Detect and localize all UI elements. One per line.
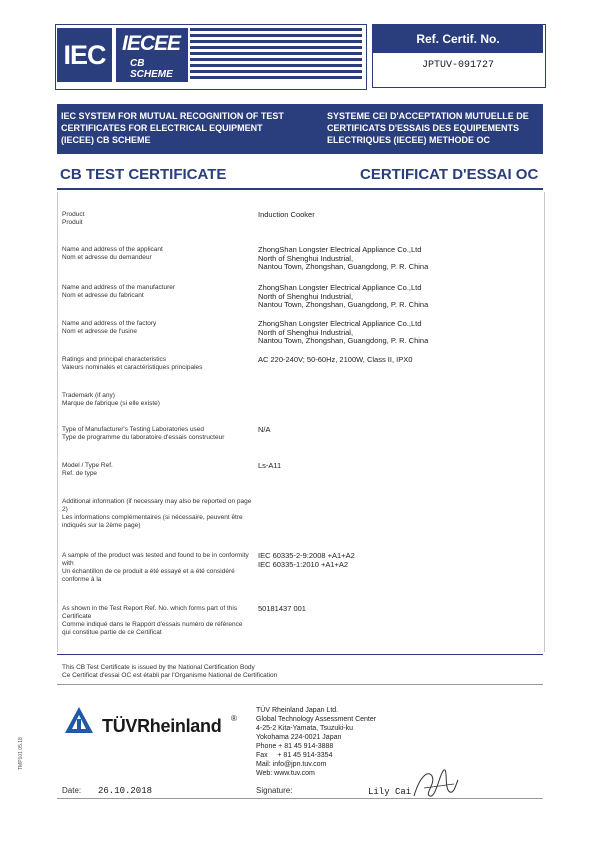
field-label-english: A sample of the product was tested and found to be in conformity with	[62, 552, 249, 567]
field-label-french: Nom et adresse du fabricant	[62, 292, 144, 299]
field-label	[62, 211, 252, 227]
field-label-english: Product	[62, 211, 85, 218]
field-label-french: Comme indiqué dans le Rapport d'essais numéro de référence qui constitue partie de ce Certificat	[62, 621, 243, 636]
field-value-line: Ls-A11	[258, 461, 282, 470]
field-label-french: Type de programme du laboratoire d'essais constructeur	[62, 434, 225, 441]
field-label-french: Les informations complémentaires (si nécessaire, peuvent être indiqués sur la 2ème page)	[62, 514, 243, 529]
issuer-note-french: Ce Certificat d'essai OC est établi par l'Organisme National de Certification	[62, 672, 278, 679]
field-label-french: Valeurs nominales et caractéristiques principales	[62, 364, 203, 371]
date-value: 26.10.2018	[98, 786, 153, 796]
field-label	[62, 605, 252, 637]
field-label-french: Nom et adresse de l'usine	[62, 328, 137, 335]
field-value	[258, 284, 538, 310]
field-label-french: Marque de fabrique (si elle existe)	[62, 400, 160, 407]
issuer-web: Web: www.tuv.com	[256, 770, 315, 777]
field-label-french: Nom et adresse du demandeur	[62, 254, 152, 261]
field-value-line: 50181437 001	[258, 604, 306, 613]
field-value	[258, 320, 538, 346]
field-label-english: As shown in the Test Report Ref. No. which forms part of this Certificate	[62, 605, 238, 620]
field-value	[258, 605, 538, 614]
field-label-english: Name and address of the manufacturer	[62, 284, 176, 291]
field-value	[258, 211, 538, 220]
field-label	[62, 356, 252, 372]
tuv-triangle-icon	[64, 706, 94, 734]
date-label: Date:	[62, 786, 82, 795]
iecee-scheme-text: SCHEME	[130, 69, 173, 80]
iec-logo: IEC	[57, 28, 112, 82]
band-french: SYSTEME CEI D'ACCEPTATION MUTUELLE DE CERTIFICATS D'ESSAIS DES EQUIPEMENTS ELECTRIQUES (IECEE) METHODE OC	[327, 111, 529, 145]
field-label-french: Produit	[62, 219, 83, 226]
field-label-french: Un échantillon de ce produit a été essayé et a été considéré conforme à la	[62, 568, 235, 583]
field-value	[258, 426, 538, 435]
field-value	[258, 246, 538, 272]
field-label	[62, 392, 252, 408]
field-value-line: AC 220-240V; 50-60Hz, 2100W, Class II, IPX0	[258, 355, 413, 364]
title-divider	[57, 188, 543, 190]
field-value	[258, 356, 538, 365]
issuer-phone: Phone + 81 45 914-3888	[256, 743, 334, 750]
registered-icon: ®	[231, 714, 237, 723]
field-value-line: IEC 60335-1:2010 +A1+A2	[258, 559, 349, 569]
field-value-line: North of Shenghui Industrial,	[258, 253, 354, 263]
field-value-line: ZhongShan Longster Electrical Appliance Co.,Ltd	[258, 283, 422, 292]
system-band	[57, 104, 543, 154]
field-value-line: N/A	[258, 425, 271, 434]
title-french: CERTIFICAT D'ESSAI OC	[360, 166, 539, 183]
field-label-english: Model / Type Ref.	[62, 462, 113, 469]
issuer-addr2: Yokohama 224-0021 Japan	[256, 734, 342, 741]
field-value	[258, 462, 538, 471]
field-value-line: Nantou Town, Zhongshan, Guangdong, P. R. China	[258, 262, 429, 271]
issuer-addr1: 4-25-2 Kita-Yamata, Tsuzuki-ku	[256, 725, 354, 732]
field-label	[62, 320, 252, 336]
title-english: CB TEST CERTIFICATE	[60, 166, 227, 183]
bottom-divider	[57, 798, 543, 799]
iecee-logo-text: IECEE	[122, 32, 181, 55]
field-label-english: Ratings and principal characteristics	[62, 356, 167, 363]
issuer-name: TÜV Rheinland Japan Ltd.	[256, 707, 339, 714]
note-divider	[57, 684, 543, 685]
field-value-line: ZhongShan Longster Electrical Appliance Co.,Ltd	[258, 319, 422, 328]
issuer-note	[62, 664, 277, 680]
field-label	[62, 246, 252, 262]
field-value-line: Induction Cooker	[258, 210, 315, 219]
issuer-note-english: This CB Test Certificate is issued by the National Certification Body	[62, 664, 255, 671]
field-label-english: Additional information (if necessary may also be reported on page 2)	[62, 498, 252, 513]
header-stripes	[190, 28, 362, 82]
field-label	[62, 498, 252, 530]
field-label-french: Ref. de type	[62, 470, 98, 477]
tuv-logo-text: TÜVRheinland	[102, 716, 222, 736]
signature-scribble	[410, 766, 460, 802]
field-value	[258, 552, 538, 569]
issuer-address	[256, 706, 376, 778]
field-label	[62, 426, 252, 442]
iecee-logo	[116, 28, 188, 82]
field-value-line: North of Shenghui Industrial,	[258, 291, 354, 301]
field-value-line: ZhongShan Longster Electrical Appliance Co.,Ltd	[258, 245, 422, 254]
ref-value: JPTUV-091727	[421, 60, 494, 71]
field-label-english: Trademark (if any)	[62, 392, 115, 399]
signature-label: Signature:	[256, 786, 293, 795]
field-value-line: Nantou Town, Zhongshan, Guangdong, P. R. China	[258, 300, 429, 309]
side-code: TMP101 05.18	[18, 737, 24, 770]
field-value-line: Nantou Town, Zhongshan, Guangdong, P. R. China	[258, 336, 429, 345]
field-label	[62, 284, 252, 300]
issuer-dept: Global Technology Assessment Center	[256, 716, 377, 723]
issuer-mail: Mail: info@jpn.tuv.com	[256, 761, 327, 768]
iecee-cb-text: CB	[130, 58, 145, 69]
field-label-english: Name and address of the factory	[62, 320, 157, 327]
signature-name: Lily Cai	[368, 787, 412, 797]
ref-label: Ref. Certif. No.	[373, 25, 543, 53]
field-label-english: Name and address of the applicant	[62, 246, 163, 253]
fields-divider	[57, 654, 543, 655]
field-value-line: North of Shenghui Industrial,	[258, 327, 354, 337]
field-label	[62, 462, 252, 478]
field-label	[62, 552, 252, 584]
field-value-line: IEC 60335-2-9:2008 +A1+A2	[258, 551, 355, 560]
band-english: IEC SYSTEM FOR MUTUAL RECOGNITION OF TEST CERTIFICATES FOR ELECTRICAL EQUIPMENT (IECEE) CB SCHEME	[61, 111, 284, 145]
field-label-english: Type of Manufacturer's Testing Laboratories used	[62, 426, 205, 433]
issuer-fax: Fax + 81 45 914-3354	[256, 752, 333, 759]
